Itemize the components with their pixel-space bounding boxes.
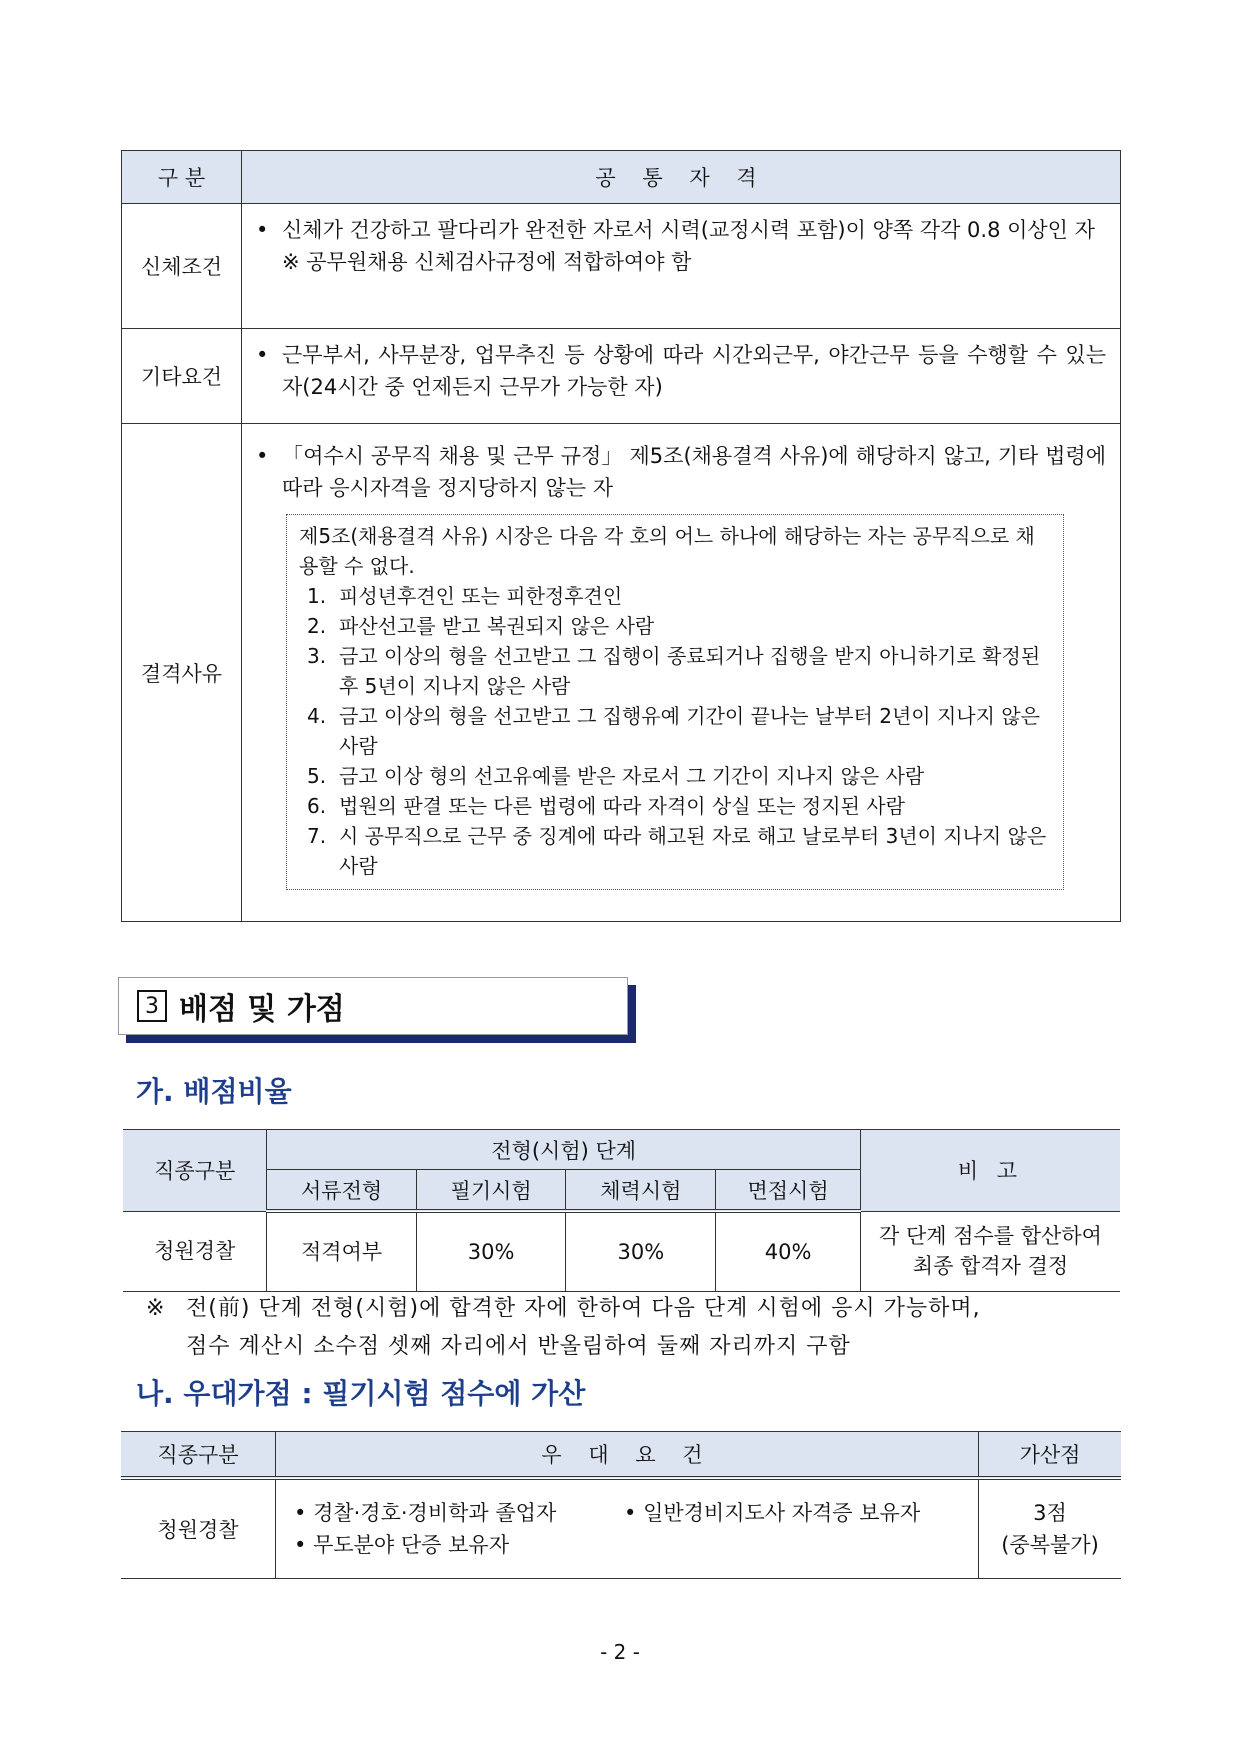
cell-requirements: • 경찰·경호·경비학과 졸업자 • 일반경비지도사 자격증 보유자 • 무도분야 단증 보유자 — [276, 1478, 979, 1578]
physical-note: ※ 공무원채용 신체검사규정에 적합하여야 함 — [282, 250, 692, 274]
cell-remark: 각 단계 점수를 합산하여 최종 합격자 결정 — [860, 1211, 1120, 1292]
bonus-points-table — [121, 1431, 1121, 1579]
header-requirement: 우 대 요 건 — [276, 1432, 979, 1479]
regulation-intro: 제5조(채용결격 사유) 시장은 다음 각 호의 어느 하나에 해당하는 자는 공무직으로 채용할 수 없다. — [299, 524, 1035, 578]
row-body-physical: • 신체가 건강하고 팔다리가 완전한 자로서 시력(교정시력 포함)이 양쪽 각각 0.8 이상인 자 ※ 공무원채용 신체검사규정에 적합하여야 함 — [242, 204, 1121, 329]
cell-physical: 30% — [566, 1211, 716, 1292]
cell-category: 청원경찰 — [121, 1478, 276, 1578]
cell-points: 3점 (중복불가) — [979, 1478, 1122, 1578]
score-ratio-table — [123, 1129, 1120, 1292]
section-heading — [118, 977, 628, 1035]
list-item: 7. 시 공무직으로 근무 중 징계에 따라 해고된 자로 해고 날로부터 3년이 지나지 않은 사람 — [307, 824, 1047, 878]
cell-documents: 적격여부 — [267, 1211, 416, 1292]
cell-interview: 40% — [716, 1211, 861, 1292]
table-row — [123, 1211, 1120, 1292]
list-item: 3. 금고 이상의 형을 선고받고 그 집행이 종료되거나 집행을 받지 아니하기로 확정된 후 5년이 지나지 않은 사람 — [307, 644, 1041, 698]
page-number: - 2 - — [600, 1640, 640, 1664]
list-item: 5. 금고 이상 형의 선고유예를 받은 자로서 그 기간이 지나지 않은 사람 — [307, 764, 925, 788]
header-stage-written: 필기시험 — [416, 1170, 566, 1212]
header-category: 구 분 — [122, 151, 242, 204]
header-stage-group: 전형(시험) 단계 — [267, 1130, 861, 1170]
cell-category: 청원경찰 — [123, 1211, 267, 1292]
header-stage-interview: 면접시험 — [716, 1170, 861, 1212]
table-row — [121, 1478, 1121, 1578]
header-category: 직종구분 — [121, 1432, 276, 1479]
score-remark: ※ 전(前) 단계 전형(시험)에 합격한 자에 한하여 다음 단계 시험에 응시 가능하며, 점수 계산시 소수점 셋째 자리에서 반올림하여 둘째 자리까지 구함 — [146, 1296, 981, 1359]
row-body-disqualification: • 「여수시 공무직 채용 및 근무 규정」 제5조(채용결격 사유)에 해당하지 않고, 기타 법령에 따라 응시자격을 정지당하지 않는 자 제5조(채용결격 사유) 시장은 다음 각 호의 어느 하나에 해당하는 자는 공무직으로 채용할 수 없다. 1. 피성년후견인 또는 피한정후견인 2. 파산선고를 받고 복권되지 않은 사람 3. 금고 이상의 형을 선고받고 그 집행이 종료되거나 집행을 받지 아니하기로 확정된 후 5년이 지나지 않은 사람 4. 금고 이상의 형을 선고받고 그 집행유예 기간이 끝나는 날부터 2년이 지나지 않은 사람 5. 금고 이상 형의 선고유예를 받은 자로서 그 기간이 지나지 않은 사람 6. 법원의 판결 또는 다른 법령에 따라 자격이 상실 또는 정지된 사람 7. 시 공무직으로 근무 중 징계에 따라 해고된 자로 해고 날로부터 3년이 지나지 않은 사람 — [242, 424, 1121, 922]
header-stage-physical: 체력시험 — [566, 1170, 716, 1212]
regulation-excerpt-box — [286, 514, 1064, 890]
row-label-disqualification: 결격사유 — [122, 424, 242, 922]
list-item: 4. 금고 이상의 형을 선고받고 그 집행유예 기간이 끝나는 날부터 2년이 지나지 않은 사람 — [307, 704, 1040, 758]
row-label-other: 기타요건 — [122, 329, 242, 424]
header-common-qualification: 공 통 자 격 — [242, 151, 1121, 204]
row-body-other: • 근무부서, 사무분장, 업무추진 등 상황에 따라 시간외근무, 야간근무 등을 수행할 수 있는 자(24시간 중 언제든지 근무가 가능한 자) — [242, 329, 1121, 424]
list-item: 1. 피성년후견인 또는 피한정후견인 — [307, 584, 623, 608]
subsection-title-a: 가. 배점비율 — [136, 1075, 292, 1108]
list-item: 2. 파산선고를 받고 복권되지 않은 사람 — [307, 614, 655, 638]
header-remark: 비 고 — [860, 1130, 1120, 1212]
row-label-physical: 신체조건 — [122, 204, 242, 329]
section-title: 배점 및 가점 — [179, 992, 345, 1027]
subsection-title-b: 나. 우대가점 : 필기시험 점수에 가산 — [136, 1377, 586, 1410]
section-number: 3 — [137, 990, 167, 1022]
qualification-table — [121, 150, 1121, 922]
header-category: 직종구분 — [123, 1130, 267, 1212]
header-points: 가산점 — [979, 1432, 1122, 1479]
list-item: 6. 법원의 판결 또는 다른 법령에 따라 자격이 상실 또는 정지된 사람 — [307, 794, 905, 818]
header-stage-documents: 서류전형 — [267, 1170, 416, 1212]
cell-written: 30% — [416, 1211, 566, 1292]
